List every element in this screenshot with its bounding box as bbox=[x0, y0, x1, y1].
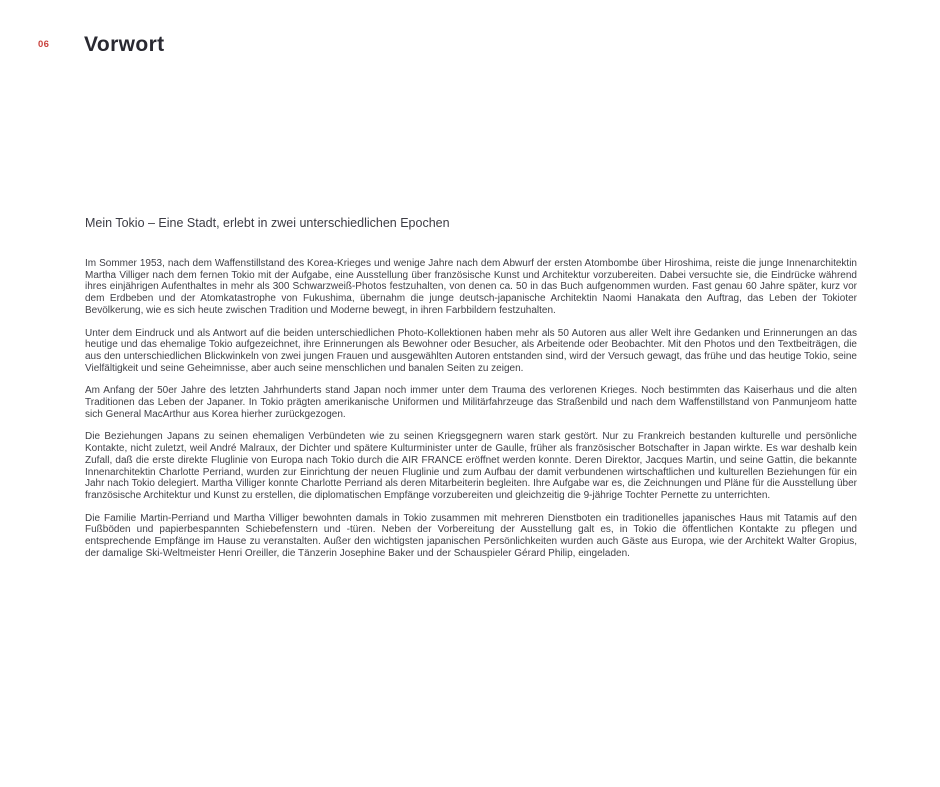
body-paragraph: Die Beziehungen Japans zu seinen ehemaligen Verbündeten wie zu seinen Kriegsgegnern waren stark gestört. Nur zu Frankreich bestanden kulturelle und persönliche Kontakte, nicht zuletzt, weil André Malraux, der Dichter und spätere Kulturminister unter de Gaulle, früher als französischer Botschafter in Japan wirkte. Es war deshalb kein Zufall, daß die erste direkte Fluglinie von Europa nach Tokio durch die AIR FRANCE eröffnet werden konnte. Deren Direktor, Jacques Martin, und seine Gattin, die bekannte Innenarchitektin Charlotte Perriand, wurden zur Einrichtung der neuen Fluglinie und zum Aufbau der damit verbundenen wirtschaftlichen und kulturellen Beziehungen für ein Jahr nach Tokio delegiert. Martha Villiger konnte Charlotte Perriand als deren Mitarbeiterin begleiten. Ihre Aufgabe war es, die Zeichnungen und Pläne für die Ausstellung über französische Architektur und Kunst zu erstellen, die diplomatischen Empfänge vorzubereiten und gleichzeitig die 9-jährige Tochter Pernette zu unterrichten. bbox=[85, 431, 857, 501]
body-paragraph: Am Anfang der 50er Jahre des letzten Jahrhunderts stand Japan noch immer unter dem Trauma des verlorenen Krieges. Noch bestimmten das Kaiserhaus und die alten Traditionen das Leben der Japaner. In Tokio prägten amerikanische Uniformen und Militärfahrzeuge das Straßenbild und nach dem Waffenstillstand von Panmunjeom hatte sich General MacArthur aus Korea hierher zurückgezogen. bbox=[85, 385, 857, 420]
body-paragraph: Die Familie Martin-Perriand und Martha Villiger bewohnten damals in Tokio zusammen mit mehreren Dienstboten ein traditionelles japanisches Haus mit Tatamis auf den Fußböden und papierbespannten Schiebefenstern und -türen. Neben der Vorbereitung der Ausstellung galt es, in Tokio die öffentlichen Kontakte zu pflegen und entsprechende Empfänge im Hause zu veranstalten. Außer den wichtigsten japanischen Persönlichkeiten wurden auch Gäste aus Europa, wie der Architekt Walter Gropius, der damalige Ski-Weltmeister Henri Oreiller, die Tänzerin Josephine Baker und der Schauspieler Gérard Philip, eingeladen. bbox=[85, 512, 857, 559]
body-text bbox=[85, 258, 857, 570]
body-paragraph: Im Sommer 1953, nach dem Waffenstillstand des Korea-Krieges und wenige Jahre nach dem Abwurf der ersten Atombombe über Hiroshima, reiste die junge Innenarchitektin Martha Villiger nach dem fernen Tokio mit der Aufgabe, eine Ausstellung über französische Kunst und Architektur vorzubereiten. Dabei versuchte sie, die Eindrücke während ihres einjährigen Aufenthaltes in mehr als 300 Schwarzweiß-Photos festzuhalten, von denen ca. 50 in das Buch aufgenommen wurden. Fast genau 60 Jahre später, kurz vor dem Erdbeben und der Atomkatastrophe von Fukushima, übernahm die junge deutsch-japanische Architektin Naomi Hanakata den Auftrag, das Leben der Tokioter Bevölkerung, wie es sich heute zwischen Tradition und Moderne bewegt, in ihren Farbbildern festzuhalten. bbox=[85, 258, 857, 316]
body-paragraph: Unter dem Eindruck und als Antwort auf die beiden unterschiedlichen Photo-Kollektionen haben mehr als 50 Autoren aus aller Welt ihre Gedanken und Erinnerungen an das heutige und das ehemalige Tokio aufgezeichnet, ihre Erinnerungen als Bewohner oder Besucher, als Arbeitende oder Beobachter. Mit den Photos und den Textbeiträgen, die aus den unterschiedlichen Blickwinkeln von zwei jungen Frauen und ausgewählten Autoren entstanden sind, wird der Versuch gewagt, das frühe und das heutige Tokio, seine Vielfältigkeit und seine Geheimnisse, aber auch seine menschlichen und banalen Seiten zu zeigen. bbox=[85, 327, 857, 374]
page-title: Vorwort bbox=[84, 33, 165, 56]
chapter-subtitle: Mein Tokio – Eine Stadt, erlebt in zwei unterschiedlichen Epochen bbox=[85, 216, 450, 230]
page-number: 06 bbox=[38, 39, 50, 50]
